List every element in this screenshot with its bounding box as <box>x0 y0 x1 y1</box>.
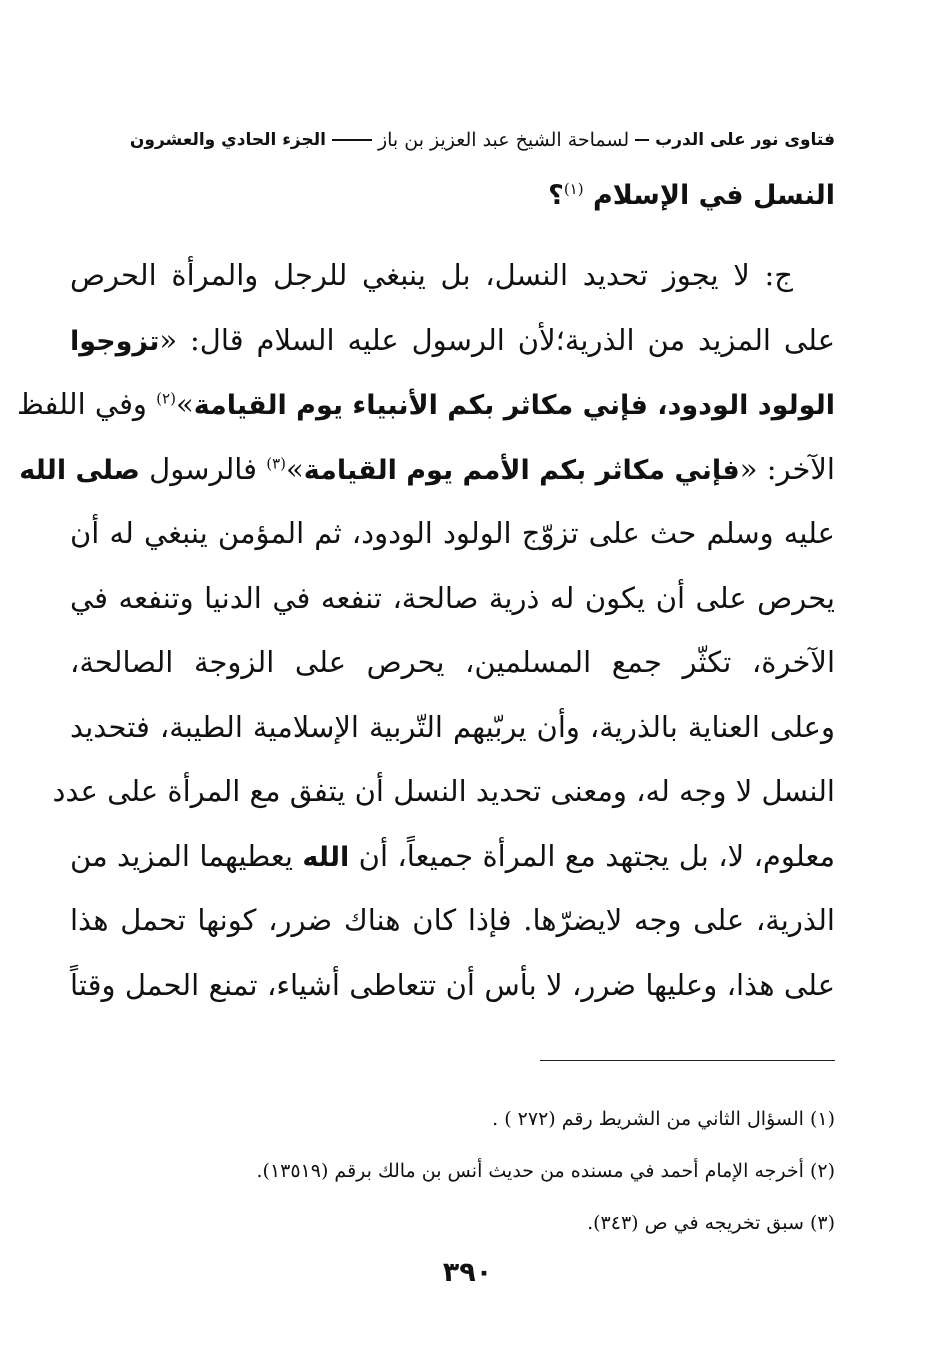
body-line-3-text: وفي اللفظ <box>16 387 157 421</box>
page-number: ٣٩٠ <box>442 1257 493 1288</box>
body-line-2 <box>70 308 835 373</box>
header-series-title: فتاوى نور على الدرب <box>655 130 835 150</box>
body-line-10 <box>70 824 835 889</box>
header-long-dash <box>332 139 372 141</box>
body-line-6: يحرص على أن يكون له ذرية صالحة، تنفعه في الدنيا وتنفعه في <box>70 580 835 615</box>
question-text: النسل في الإسلام <box>593 180 835 211</box>
hadith-quote-start: تزوجوا <box>70 325 160 357</box>
quote-close-2: » <box>286 451 304 486</box>
question-mark: ؟ <box>548 180 564 211</box>
answer-body <box>16 243 835 1017</box>
body-line-10-a: معلوم، لا، بل يجتهد مع المرأة جميعاً، أن <box>349 838 835 873</box>
body-line-4 <box>19 437 835 502</box>
question-heading <box>548 180 835 211</box>
header-dash <box>635 139 649 141</box>
body-line-8: وعلى العناية بالذرية، وأن يربّيهم التّربية الإسلامية الطيبة، فتحديد <box>70 709 835 744</box>
body-line-10-c: يعطيهما المزيد من <box>70 838 303 873</box>
quote-close-1: » <box>175 387 194 421</box>
running-header <box>70 122 835 158</box>
footnote-ref-3: (٣) <box>266 453 287 472</box>
body-line-4-lead: الآخر: « <box>739 451 835 486</box>
body-line-3 <box>16 372 835 437</box>
body-line-11: الذرية، على وجه لايضرّها. فإذا كان هناك ضرر، كونها تحمل هذا <box>70 903 835 937</box>
footnotes <box>120 1093 835 1249</box>
footnote-1: (١) السؤال الثاني من الشريط رقم (٢٧٢ ) . <box>492 1108 835 1130</box>
hadith-quote-2: فإني مكاثر بكم الأمم يوم القيامة <box>303 454 740 486</box>
footnote-3: (٣) سبق تخريجه في ص (٣٤٣). <box>587 1212 835 1234</box>
header-volume: الجزء الحادي والعشرون <box>129 130 326 150</box>
body-line-9: النسل لا وجه له، ومعنى تحديد النسل أن يتفق مع المرأة على عدد <box>52 774 835 808</box>
hadith-quote-1: الولود الودود، فإني مكاثر بكم الأنبياء يوم القيامة <box>193 390 835 421</box>
footnote-2: (٢) أخرجه الإمام أحمد في مسنده من حديث أنس بن مالك برقم (١٣٥١٩). <box>256 1160 835 1182</box>
question-footnote-ref: (١) <box>563 180 584 198</box>
header-author: لسماحة الشيخ عبد العزيز بن باز <box>377 129 630 151</box>
body-line-7: الآخرة، تكثّر جمع المسلمين، يحرص على الزوجة الصالحة، <box>70 645 835 679</box>
body-line-4-text: فالرسول <box>139 451 267 486</box>
body-line-2-text: على المزيد من الذرية؛لأن الرسول عليه السلام قال: « <box>159 322 835 357</box>
body-line-1: ج: لا يجوز تحديد النسل، بل ينبغي للرجل والمرأة الحرص <box>70 258 793 292</box>
body-line-12: على هذا، وعليها ضرر، لا بأس أن تتعاطى أشياء، تمنع الحمل وقتاً <box>70 967 835 1002</box>
footnote-ref-2: (٢) <box>156 389 176 408</box>
salutation: صلى الله <box>19 454 140 486</box>
body-line-5: عليه وسلم حث على تزوّج الولود الودود، ثم المؤمن ينبغي له أن <box>70 516 835 550</box>
footnote-separator <box>540 1060 835 1061</box>
divine-name: الله <box>302 841 350 873</box>
